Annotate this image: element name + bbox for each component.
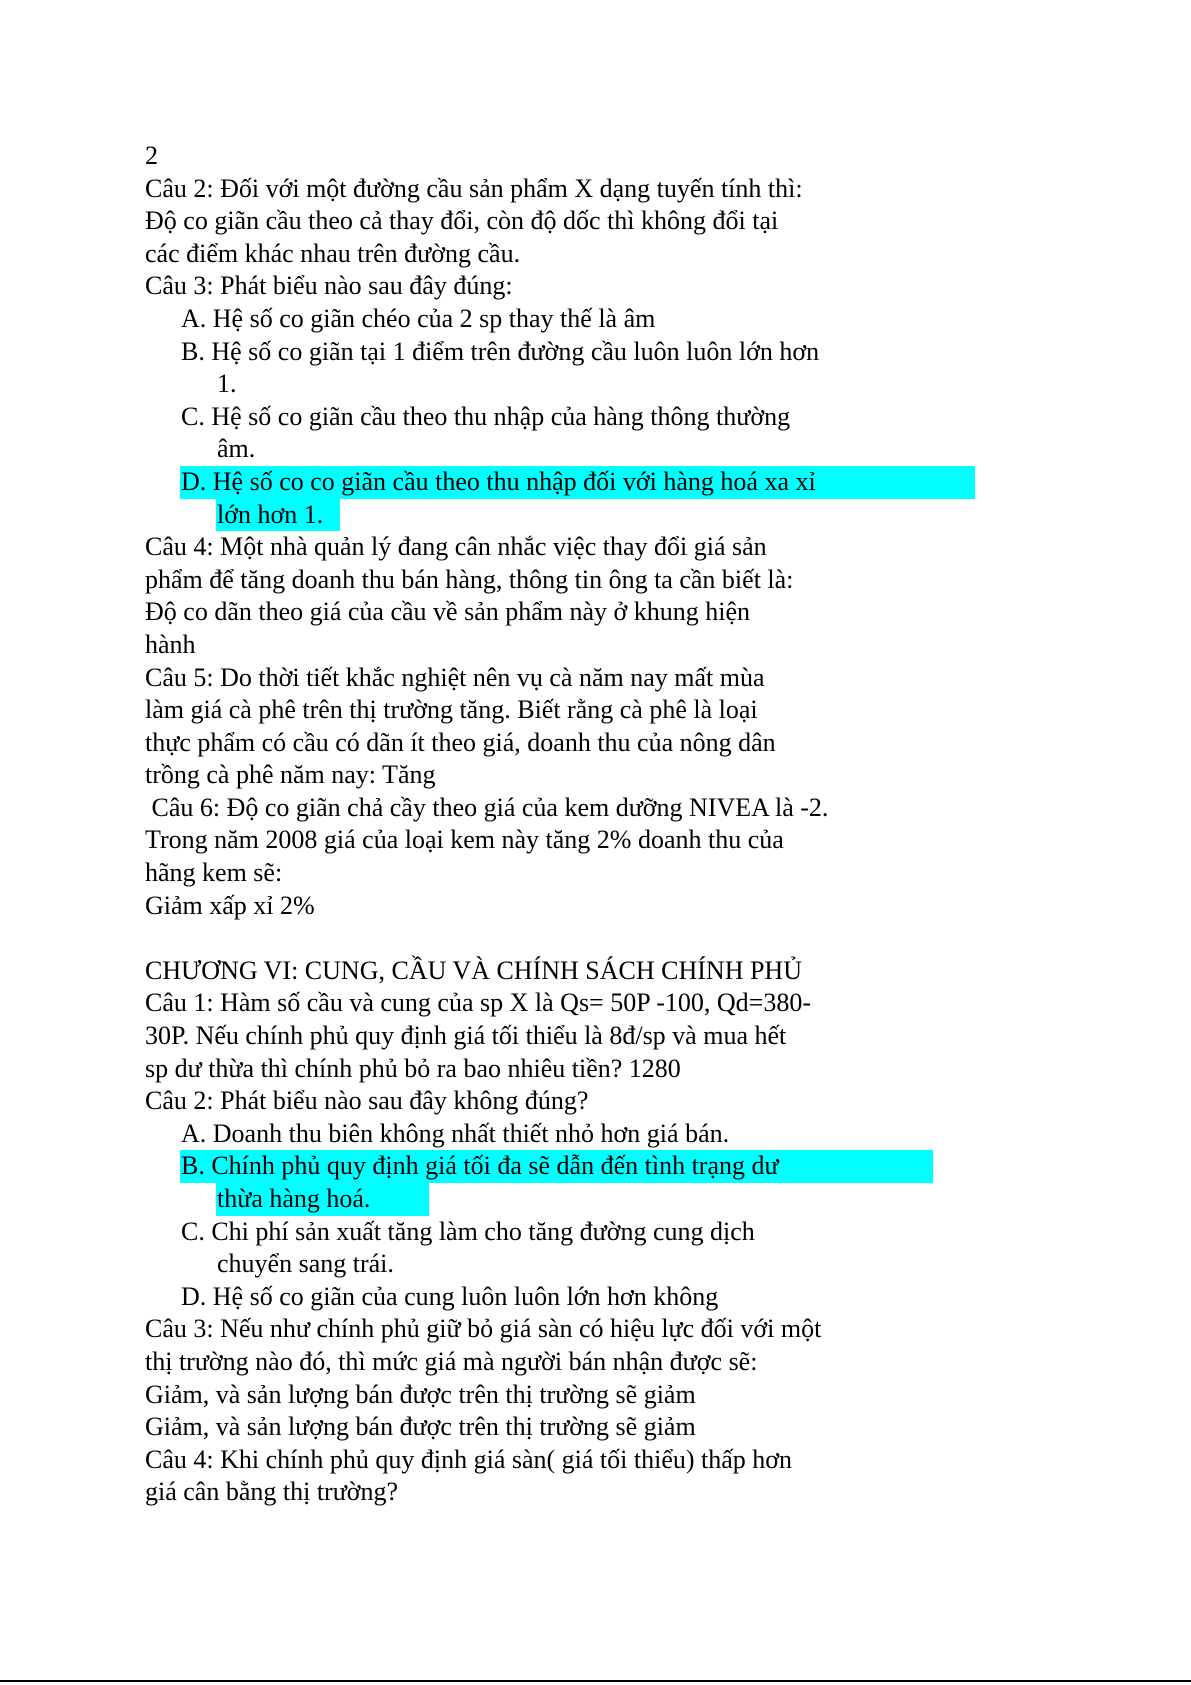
answer-text: Giảm, và sản lượng bán được trên thị trường sẽ giảm <box>145 1379 696 1409</box>
chapter-heading: CHƯƠNG VI: CUNG, CẦU VÀ CHÍNH SÁCH CHÍNH PHỦ <box>145 955 802 985</box>
option-c-continued: chuyển sang trái. <box>217 1249 394 1279</box>
option-b-continued: thừa hàng hoá. <box>217 1184 371 1213</box>
highlighted-answer <box>145 466 1045 531</box>
question-text: Câu 2: Đối với một đường cầu sản phẩm X dạng tuyến tính thì: <box>145 173 803 203</box>
page-bottom-rule <box>0 1680 1191 1682</box>
option-a: A. Hệ số co giãn chéo của 2 sp thay thế là âm <box>181 303 656 333</box>
option-c: C. Hệ số co giãn cầu theo thu nhập của hàng thông thường <box>181 401 791 431</box>
question-text: làm giá cà phê trên thị trường tăng. Biết rằng cà phê là loại <box>145 695 758 725</box>
page-number: 2 <box>145 141 158 170</box>
question-text: hãng kem sẽ: <box>145 858 283 888</box>
blank-line <box>145 922 1045 955</box>
question-6 <box>145 792 1045 922</box>
option-a: A. Doanh thu biên không nhất thiết nhỏ hơn giá bán. <box>181 1118 730 1148</box>
option-b: B. Chính phủ quy định giá tối đa sẽ dẫn đến tình trạng dư <box>181 1151 779 1181</box>
question-text: thực phẩm có cầu có dãn ít theo giá, doanh thu của nông dân <box>145 727 776 757</box>
question-text: sp dư thừa thì chính phủ bỏ ra bao nhiêu tiền? 1280 <box>145 1053 681 1083</box>
highlighted-answer <box>145 1150 1045 1215</box>
document-page <box>145 140 1045 1509</box>
question-text: Độ co dãn theo giá của cầu về sản phẩm này ở khung hiện <box>145 597 751 627</box>
question-text: Độ co giãn cầu theo cả thay đổi, còn độ dốc thì không đổi tại <box>145 206 779 236</box>
question-text: Câu 5: Do thời tiết khắc nghiệt nên vụ cà năm nay mất mùa <box>145 662 765 692</box>
option-d: D. Hệ số co co giãn cầu theo thu nhập đối với hàng hoá xa xỉ <box>181 466 816 496</box>
question-text: giá cân bằng thị trường? <box>145 1477 399 1507</box>
question-text: Câu 1: Hàm số cầu và cung của sp X là Qs= 50P -100, Qd=380- <box>145 988 811 1018</box>
chapter6-question-1 <box>145 987 1045 1085</box>
chapter6-question-3 <box>145 1313 1045 1443</box>
question-text: 30P. Nếu chính phủ quy định giá tối thiểu là 8đ/sp và mua hết <box>145 1021 787 1051</box>
question-text: Câu 3: Nếu như chính phủ giữ bỏ giá sàn có hiệu lực đối với một <box>145 1314 822 1344</box>
chapter6-question-2 <box>145 1085 1045 1313</box>
option-b-continued: 1. <box>217 369 237 399</box>
question-text: hành <box>145 629 196 659</box>
question-4 <box>145 531 1045 661</box>
question-text: Câu 3: Phát biểu nào sau đây đúng: <box>145 271 513 301</box>
question-text: Câu 6: Độ co giãn chả cầy theo giá của kem dưỡng NIVEA là -2. <box>145 792 829 822</box>
option-c-continued: âm. <box>217 434 256 464</box>
question-text: Câu 4: Khi chính phủ quy định giá sàn( giá tối thiểu) thấp hơn <box>145 1444 793 1474</box>
option-d: D. Hệ số co giãn của cung luôn luôn lớn hơn không <box>181 1281 719 1311</box>
option-d-continued: lớn hơn 1. <box>217 499 324 529</box>
question-text: Câu 4: Một nhà quản lý đang cân nhắc việc thay đổi giá sản <box>145 532 767 562</box>
question-text: trồng cà phê năm nay: Tăng <box>145 760 436 790</box>
answer-text: Giảm, và sản lượng bán được trên thị trường sẽ giảm <box>145 1412 696 1442</box>
question-text: phẩm để tăng doanh thu bán hàng, thông tin ông ta cần biết là: <box>145 564 794 594</box>
answer-text: Giảm xấp xỉ 2% <box>145 890 315 920</box>
question-text: các điểm khác nhau trên đường cầu. <box>145 238 521 268</box>
chapter6-question-4 <box>145 1444 1045 1509</box>
option-b: B. Hệ số co giãn tại 1 điểm trên đường cầu luôn luôn lớn hơn <box>181 336 820 366</box>
question-3 <box>145 270 1045 531</box>
question-text: Trong năm 2008 giá của loại kem này tăng 2% doanh thu của <box>145 825 784 855</box>
option-c: C. Chi phí sản xuất tăng làm cho tăng đường cung dịch <box>181 1216 755 1246</box>
question-text: thị trường nào đó, thì mức giá mà người bán nhận được sẽ: <box>145 1346 758 1376</box>
question-text: Câu 2: Phát biểu nào sau đây không đúng? <box>145 1086 589 1116</box>
question-5 <box>145 662 1045 792</box>
question-2 <box>145 173 1045 271</box>
